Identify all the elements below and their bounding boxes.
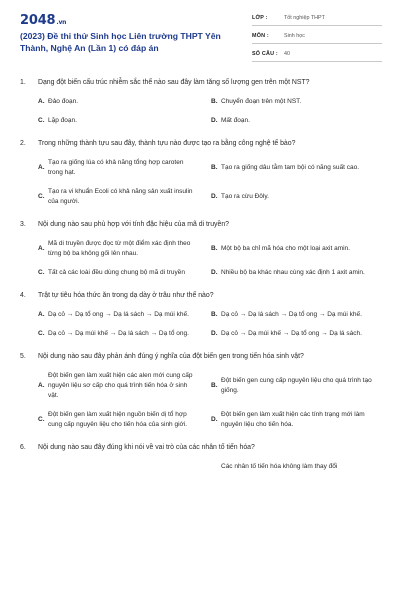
option-letter: C. xyxy=(38,330,45,337)
option-letter: A. xyxy=(38,382,45,389)
question-6 xyxy=(20,443,382,472)
question-number: 6. xyxy=(20,444,26,451)
option-b[interactable] xyxy=(211,462,384,472)
question-text: Nội dung nào sau phù hợp với tính đặc hiệu của mã di truyền? xyxy=(38,221,229,228)
option-letter: B. xyxy=(211,98,218,105)
option-letter: D. xyxy=(211,193,218,200)
option-b[interactable] xyxy=(211,310,384,320)
option-letter: C. xyxy=(38,416,45,423)
option-text: Đột biến gen làm xuất hiện các alen mới cung cấp nguyên liệu sơ cấp cho quá trình tiến hóa ở sinh vật. xyxy=(48,372,193,399)
meta-row-question-count xyxy=(252,48,382,62)
question-2 xyxy=(20,139,382,207)
option-letter: D. xyxy=(211,117,218,124)
question-number: 4. xyxy=(20,292,26,299)
option-d[interactable] xyxy=(211,410,384,430)
option-letter: C. xyxy=(38,117,45,124)
option-text: Mã di truyền được đọc từ một điểm xác định theo từng bộ ba không gối lên nhau. xyxy=(48,240,191,257)
option-letter: B. xyxy=(211,245,218,252)
option-c[interactable] xyxy=(38,116,211,126)
option-text: Tạo ra cừu Đôly. xyxy=(221,193,269,200)
question-4 xyxy=(20,291,382,339)
document-header xyxy=(0,0,400,70)
answer-options xyxy=(20,310,382,339)
option-c[interactable] xyxy=(38,187,211,207)
answer-options xyxy=(20,158,382,207)
option-d[interactable] xyxy=(211,116,384,126)
option-text: Dạ cỏ → Dạ tổ ong → Dạ lá sách → Dạ múi khế. xyxy=(48,311,189,318)
question-5 xyxy=(20,352,382,430)
question-list xyxy=(20,78,382,485)
option-text: Lặp đoạn. xyxy=(48,117,77,124)
option-text: Tạo ra giống lúa có khả năng tổng hợp caroten trong hạt. xyxy=(48,159,184,176)
option-letter: A. xyxy=(38,245,45,252)
logo-tld: .vn xyxy=(56,19,67,26)
option-letter: D. xyxy=(211,330,218,337)
option-text: Tất cả các loài đều dùng chung bộ mã di truyền xyxy=(48,269,185,276)
option-c[interactable] xyxy=(38,410,211,430)
option-c[interactable] xyxy=(38,329,211,339)
option-d[interactable] xyxy=(211,329,384,339)
option-text: Chuyển đoạn trên một NST. xyxy=(221,98,302,105)
option-letter: B. xyxy=(211,164,218,171)
option-b[interactable] xyxy=(211,97,384,107)
option-b[interactable] xyxy=(211,239,384,259)
option-text: Dạ cỏ → Dạ múi khế → Dạ tổ ong → Dạ lá sách. xyxy=(221,330,362,337)
meta-key: LỚP : xyxy=(252,15,268,21)
option-letter: A. xyxy=(38,98,45,105)
option-text: Nhiều bộ ba khác nhau cùng xác định 1 axit amin. xyxy=(221,269,365,276)
option-a[interactable] xyxy=(38,239,211,259)
meta-row-subject xyxy=(252,30,382,44)
option-a[interactable] xyxy=(38,462,211,472)
option-d[interactable] xyxy=(211,187,384,207)
question-text: Nội dung nào sau đây phản ánh đúng ý nghĩa của đột biến gen trong tiến hóa sinh vật? xyxy=(38,353,304,360)
exam-title: (2023) Đề thi thử Sinh học Liên trường THPT Yên Thành, Nghệ An (Lần 1) có đáp án xyxy=(20,31,221,53)
option-text: Đột biến gen làm xuất hiện nguồn biến dị tổ hợp cung cấp nguyên liệu cho tiến hóa của sinh giới. xyxy=(48,411,188,428)
exam-meta xyxy=(252,12,382,66)
meta-key: MÔN : xyxy=(252,33,269,39)
question-number: 2. xyxy=(20,140,26,147)
option-text: Tạo ra giống dâu tằm tam bội có năng suất cao. xyxy=(221,164,360,171)
option-d[interactable] xyxy=(211,268,384,278)
option-letter: C. xyxy=(38,193,45,200)
option-text: Dạ cỏ → Dạ múi khế → Dạ lá sách → Dạ tổ ong. xyxy=(48,330,189,337)
option-text: Mất đoạn. xyxy=(221,117,250,124)
site-logo[interactable] xyxy=(20,13,66,28)
answer-options xyxy=(20,371,382,430)
option-letter: A. xyxy=(38,164,45,171)
option-text: Các nhân tố tiến hóa không làm thay đổi xyxy=(221,463,338,470)
answer-options xyxy=(20,239,382,278)
option-text: Đột biến gen làm xuất hiện các tính trạng mới làm nguyên liệu cho tiến hóa. xyxy=(221,411,365,428)
option-letter: B. xyxy=(211,382,218,389)
meta-value: Tốt nghiệp THPT xyxy=(284,15,325,21)
question-text: Nội dung nào sau đây đúng khi nói về vai trò của các nhân tố tiến hóa? xyxy=(38,444,255,451)
option-text: Đột biến gen cung cấp nguyên liệu cho quá trình tạo giống. xyxy=(221,377,372,394)
option-a[interactable] xyxy=(38,371,211,401)
meta-value: Sinh học xyxy=(284,33,305,39)
question-number: 3. xyxy=(20,221,26,228)
question-text: Trật tự tiêu hóa thức ăn trong dạ dày ở trâu như thế nào? xyxy=(38,292,214,299)
question-number: 1. xyxy=(20,79,26,86)
logo-main: 2048 xyxy=(20,13,56,28)
option-text: Một bộ ba chỉ mã hóa cho một loại axit amin. xyxy=(221,245,350,252)
answer-options xyxy=(20,97,382,126)
answer-options xyxy=(20,462,382,472)
question-text: Trong những thành tựu sau đây, thành tựu nào được tạo ra bằng công nghệ tế bào? xyxy=(38,140,296,147)
option-letter: D. xyxy=(211,269,218,276)
option-a[interactable] xyxy=(38,310,211,320)
option-letter: A. xyxy=(38,311,45,318)
option-letter: D. xyxy=(211,416,218,423)
option-b[interactable] xyxy=(211,158,384,178)
option-letter: C. xyxy=(38,269,45,276)
question-1 xyxy=(20,78,382,126)
option-text: Dạ cỏ → Dạ lá sách → Dạ tổ ong → Dạ múi khế. xyxy=(221,311,362,318)
question-text: Dạng đột biến cấu trúc nhiễm sắc thể nào sau đây làm tăng số lượng gen trên một NST? xyxy=(38,79,310,86)
option-letter: B. xyxy=(211,311,218,318)
meta-key: SỐ CÂU : xyxy=(252,51,278,57)
option-text: Đảo đoạn. xyxy=(48,98,78,105)
meta-row-class xyxy=(252,12,382,26)
option-a[interactable] xyxy=(38,97,211,107)
option-text: Tạo ra vi khuẩn Ecoli có khả năng sản xuất insulin của người. xyxy=(48,188,193,205)
option-c[interactable] xyxy=(38,268,211,278)
meta-value: 40 xyxy=(284,51,290,57)
question-3 xyxy=(20,220,382,278)
option-a[interactable] xyxy=(38,158,211,178)
option-b[interactable] xyxy=(211,371,384,401)
question-number: 5. xyxy=(20,353,26,360)
